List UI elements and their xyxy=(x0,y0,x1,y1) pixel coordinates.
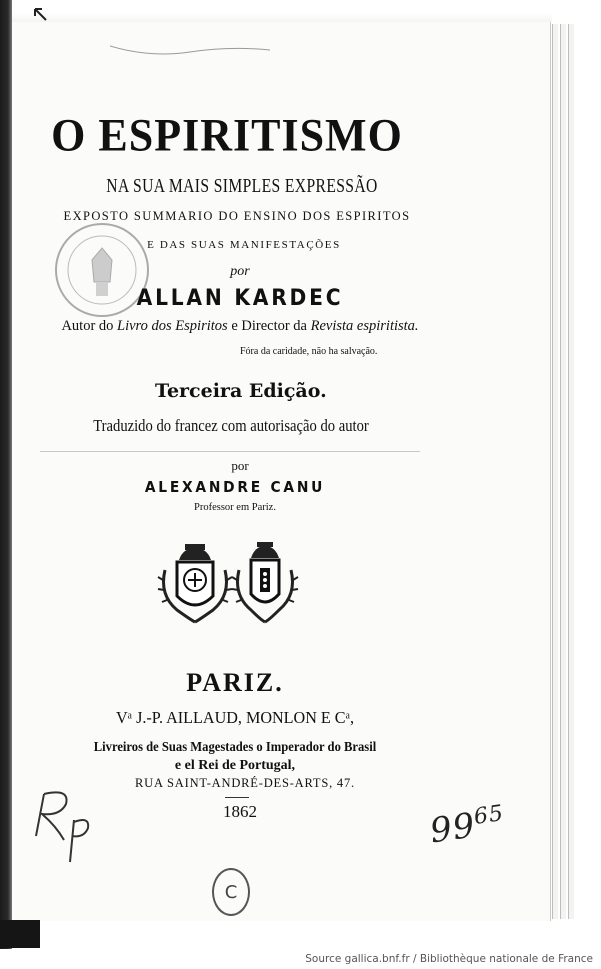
coats-of-arms xyxy=(155,540,305,630)
translator-title: Professor em Pariz. xyxy=(194,502,276,513)
publisher-address: RUA SAINT-ANDRÉ-DES-ARTS, 47. xyxy=(135,776,355,790)
translator-name: ALEXANDRE CANU xyxy=(144,478,326,496)
author-book-title: Livro dos Espiritos xyxy=(117,318,228,334)
motto: Fóra da caridade, não ha salvação. xyxy=(240,346,378,357)
by-label-translator: por xyxy=(231,458,249,473)
source-footer: Source gallica.bnf.fr / Bibliothèque nationale de France xyxy=(0,949,601,969)
brazil-coat-of-arms-icon xyxy=(158,544,232,622)
faint-divider xyxy=(40,451,420,452)
imprint-city: PARIZ. xyxy=(186,668,284,697)
author-name: ALLAN KARDEC xyxy=(136,286,344,311)
handwritten-shelfmark xyxy=(30,786,100,866)
publisher: Vᵃ J.-P. AILLAUD, MONLON E Cᵃ, xyxy=(115,708,355,727)
book-title: O ESPIRITISMO xyxy=(51,109,403,162)
tear-mark xyxy=(110,44,270,58)
page-edge-3 xyxy=(568,24,574,919)
portugal-coat-of-arms-icon xyxy=(232,542,298,622)
by-label-author: por xyxy=(230,264,250,279)
handwritten-call-number: $99^{65}$ xyxy=(427,800,506,852)
page-edge-1 xyxy=(552,24,558,919)
copyright-stamp: C xyxy=(212,868,250,916)
year-rule xyxy=(225,797,249,798)
translation-note: Traduzido do francez com autorisação do autor xyxy=(93,416,369,435)
description-line-2: E DAS SUAS MANIFESTAÇÕES xyxy=(147,239,341,251)
scan-border-left xyxy=(0,0,12,969)
author-credentials-pre: Autor do xyxy=(61,318,118,334)
publication-year: 1862 xyxy=(223,802,257,821)
scan-border-bottom xyxy=(0,920,40,948)
booksellers-line-2: e el Rei de Portugal, xyxy=(174,758,296,773)
page-top-edge xyxy=(12,0,552,22)
page-edge-2 xyxy=(560,24,566,919)
description-line-1: EXPOSTO SUMMARIO DO ENSINO DOS ESPIRITOS xyxy=(63,209,411,223)
booksellers-line-1: Livreiros de Suas Magestades o Imperador do Brasil xyxy=(93,740,377,755)
book-subtitle: NA SUA MAIS SIMPLES EXPRESSÃO xyxy=(106,175,378,197)
author-credentials-mid: e Director da xyxy=(227,318,311,334)
edition: Terceira Edição. xyxy=(155,380,327,402)
author-credentials xyxy=(30,318,450,335)
corner-arrow-icon xyxy=(32,6,48,22)
author-journal-title: Revista espiritista. xyxy=(310,318,419,334)
